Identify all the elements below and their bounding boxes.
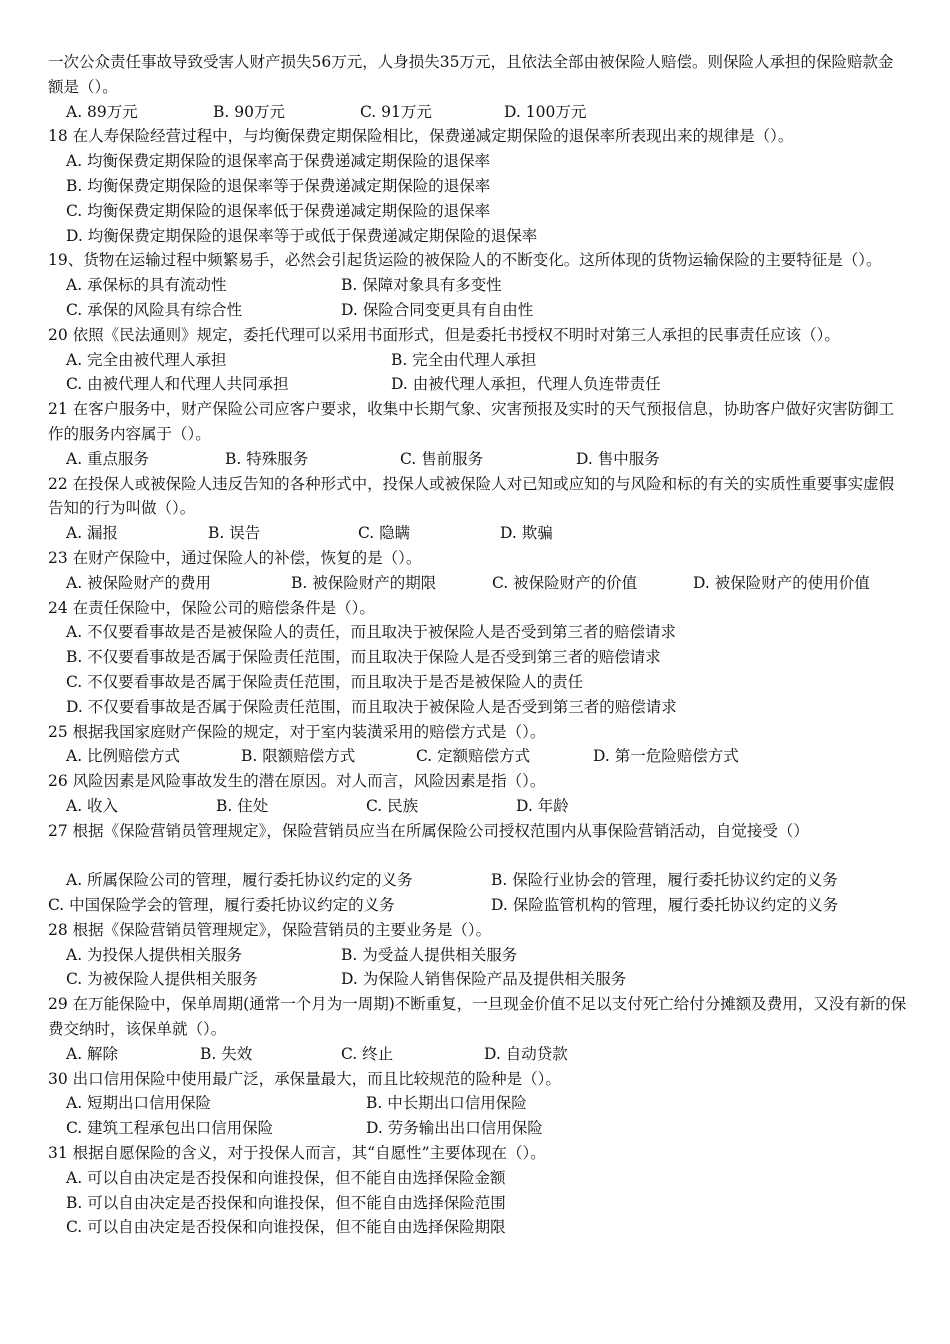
option-row [48, 174, 908, 199]
option-row [48, 1042, 908, 1067]
option-row [48, 794, 908, 819]
option-row [48, 199, 908, 224]
question-text: 22 在投保人或被保险人违反告知的各种形式中，投保人或被保险人对已知或应知的与风险和标的有关的实质性重要事实虚假告知的行为叫做（）。 [48, 474, 895, 518]
question-text: 31 根据自愿保险的含义，对于投保人而言，其“自愿性”主要体现在（）。 [48, 1144, 546, 1163]
question-text: 29 在万能保险中，保单周期(通常一个月为一周期)不断重复，一旦现金价值不足以支付死亡给付分摊额及费用，又没有新的保费交纳时，该保单就（）。 [48, 995, 907, 1039]
option-row [48, 868, 908, 893]
option-row [48, 893, 908, 918]
answer-option: A. 比例赔偿方式 [66, 747, 181, 766]
question-text: 23 在财产保险中，通过保险人的补偿，恢复的是（）。 [48, 548, 422, 567]
answer-option: B. 中长期出口信用保险 [366, 1094, 527, 1113]
answer-option: A. 收入 [66, 796, 119, 815]
answer-option: A. 为投保人提供相关服务 [66, 945, 243, 964]
answer-option: A. 所属保险公司的管理，履行委托协议约定的义务 [66, 871, 413, 890]
option-row [48, 1191, 908, 1216]
option-row [48, 273, 908, 298]
option-row [48, 943, 908, 968]
option-row [48, 645, 908, 670]
answer-option: D. 由被代理人承担，代理人负连带责任 [391, 375, 661, 394]
answer-option: B. 保险行业协会的管理，履行委托协议约定的义务 [491, 871, 838, 890]
answer-option: C. 91万元 [360, 102, 432, 121]
answer-option: C. 为被保险人提供相关服务 [66, 970, 258, 989]
answer-option: D. 被保险财产的使用价值 [693, 573, 870, 592]
answer-option: A. 均衡保费定期保险的退保率高于保费递减定期保险的退保率 [66, 152, 491, 171]
answer-option: A. 短期出口信用保险 [66, 1094, 212, 1113]
answer-option: A. 89万元 [66, 102, 138, 121]
option-row [48, 1166, 908, 1191]
answer-option: C. 售前服务 [400, 449, 484, 468]
question-text: 一次公众责任事故导致受害人财产损失56万元，人身损失35万元，且依法全部由被保险人赔偿。则保险人承担的保险赔款金额是（）。 [48, 53, 894, 96]
answer-option: B. 为受益人提供相关服务 [341, 945, 518, 964]
answer-option: C. 可以自由决定是否投保和向谁投保，但不能自由选择保险期限 [66, 1218, 506, 1237]
answer-option: D. 为保险人销售保险产品及提供相关服务 [341, 970, 627, 989]
option-row [48, 100, 908, 125]
answer-option: B. 住处 [216, 796, 269, 815]
answer-option: C. 建筑工程承包出口信用保险 [66, 1119, 274, 1138]
option-row [48, 1215, 908, 1240]
answer-option: C. 定额赔偿方式 [416, 747, 531, 766]
answer-option: D. 第一危险赔偿方式 [593, 747, 739, 766]
answer-option: D. 不仅要看事故是否属于保险责任范围，而且取决于被保险人是否受到第三者的赔偿请求 [66, 697, 677, 716]
blank-line [48, 844, 908, 869]
question-text: 19、货物在运输过程中频繁易手，必然会引起货运险的被保险人的不断变化。这所体现的货物运输保险的主要特征是（）。 [48, 251, 882, 270]
option-row [48, 348, 908, 373]
option-row [48, 967, 908, 992]
answer-option: B. 不仅要看事故是否属于保险责任范围，而且取决于保险人是否受到第三者的赔偿请求 [66, 648, 661, 667]
option-row [48, 521, 908, 546]
document-body [48, 50, 908, 1240]
answer-option: C. 隐瞒 [358, 524, 411, 543]
answer-option: B. 失效 [200, 1044, 253, 1063]
option-row [48, 670, 908, 695]
option-row [48, 447, 908, 472]
answer-option: B. 完全由代理人承担 [391, 350, 537, 369]
answer-option: A. 重点服务 [66, 449, 150, 468]
answer-option: B. 90万元 [213, 102, 285, 121]
answer-option: D. 劳务输出出口信用保险 [366, 1119, 543, 1138]
answer-option: C. 中国保险学会的管理，履行委托协议约定的义务 [48, 896, 395, 915]
answer-option: D. 年龄 [516, 796, 569, 815]
answer-option: A. 可以自由决定是否投保和向谁投保，但不能自由选择保险金额 [66, 1168, 506, 1187]
answer-option: C. 承保的风险具有综合性 [66, 300, 243, 319]
answer-option: D. 100万元 [504, 102, 587, 121]
answer-option: B. 误告 [208, 524, 261, 543]
answer-option: D. 售中服务 [576, 449, 660, 468]
answer-option: D. 保险监管机构的管理，履行委托协议约定的义务 [491, 896, 839, 915]
question-text: 25 根据我国家庭财产保险的规定，对于室内装潢采用的赔偿方式是（）。 [48, 722, 546, 741]
option-row [48, 372, 908, 397]
answer-option: C. 终止 [341, 1044, 394, 1063]
answer-option: B. 被保险财产的期限 [291, 573, 437, 592]
answer-option: B. 保障对象具有多变性 [341, 276, 502, 295]
question-text: 20 依照《民法通则》规定，委托代理可以采用书面形式，但是委托书授权不明时对第三人承担的民事责任应该（）。 [48, 325, 840, 344]
option-row [48, 695, 908, 720]
option-row [48, 298, 908, 323]
answer-option: B. 限额赔偿方式 [241, 747, 356, 766]
answer-option: C. 被保险财产的价值 [492, 573, 638, 592]
answer-option: A. 漏报 [66, 524, 119, 543]
option-row [48, 744, 908, 769]
question-text: 27 根据《保险营销员管理规定》，保险营销员应当在所属保险公司授权范围内从事保险营销活动，自觉接受（） [48, 821, 809, 840]
answer-option: C. 不仅要看事故是否属于保险责任范围，而且取决于是否是被保险人的责任 [66, 672, 584, 691]
question-text: 24 在责任保险中，保险公司的赔偿条件是（）。 [48, 598, 375, 617]
option-row [48, 1116, 908, 1141]
answer-option: B. 特殊服务 [225, 449, 309, 468]
answer-option: A. 承保标的具有流动性 [66, 276, 227, 295]
answer-option: D. 保险合同变更具有自由性 [341, 300, 534, 319]
answer-option: C. 民族 [366, 796, 419, 815]
answer-option: C. 由被代理人和代理人共同承担 [66, 375, 289, 394]
question-text: 30 出口信用保险中使用最广泛，承保量最大，而且比较规范的险种是（）。 [48, 1069, 561, 1088]
answer-option: A. 完全由被代理人承担 [66, 350, 227, 369]
answer-option: B. 均衡保费定期保险的退保率等于保费递减定期保险的退保率 [66, 176, 491, 195]
question-text: 21 在客户服务中，财产保险公司应客户要求，收集中长期气象、灾害预报及实时的天气预报信息，协助客户做好灾害防御工作的服务内容属于（）。 [48, 400, 895, 443]
question-text: 28 根据《保险营销员管理规定》，保险营销员的主要业务是（）。 [48, 920, 492, 939]
answer-option: A. 不仅要看事故是否是被保险人的责任，而且取决于被保险人是否受到第三者的赔偿请求 [66, 623, 677, 642]
question-text: 18 在人寿保险经营过程中，与均衡保费定期保险相比，保费递减定期保险的退保率所表现出来的规律是（）。 [48, 127, 794, 146]
option-row [48, 224, 908, 249]
option-row [48, 149, 908, 174]
question-text: 26 风险因素是风险事故发生的潜在原因。对人而言，风险因素是指（）。 [48, 772, 546, 791]
option-row [48, 571, 908, 596]
answer-option: D. 欺骗 [500, 524, 553, 543]
answer-option: D. 均衡保费定期保险的退保率等于或低于保费递减定期保险的退保率 [66, 226, 538, 245]
option-row [48, 1091, 908, 1116]
answer-option: D. 自动贷款 [484, 1044, 568, 1063]
answer-option: C. 均衡保费定期保险的退保率低于保费递减定期保险的退保率 [66, 201, 491, 220]
option-row [48, 620, 908, 645]
answer-option: A. 解除 [66, 1044, 119, 1063]
answer-option: A. 被保险财产的费用 [66, 573, 212, 592]
answer-option: B. 可以自由决定是否投保和向谁投保，但不能自由选择保险范围 [66, 1193, 506, 1212]
